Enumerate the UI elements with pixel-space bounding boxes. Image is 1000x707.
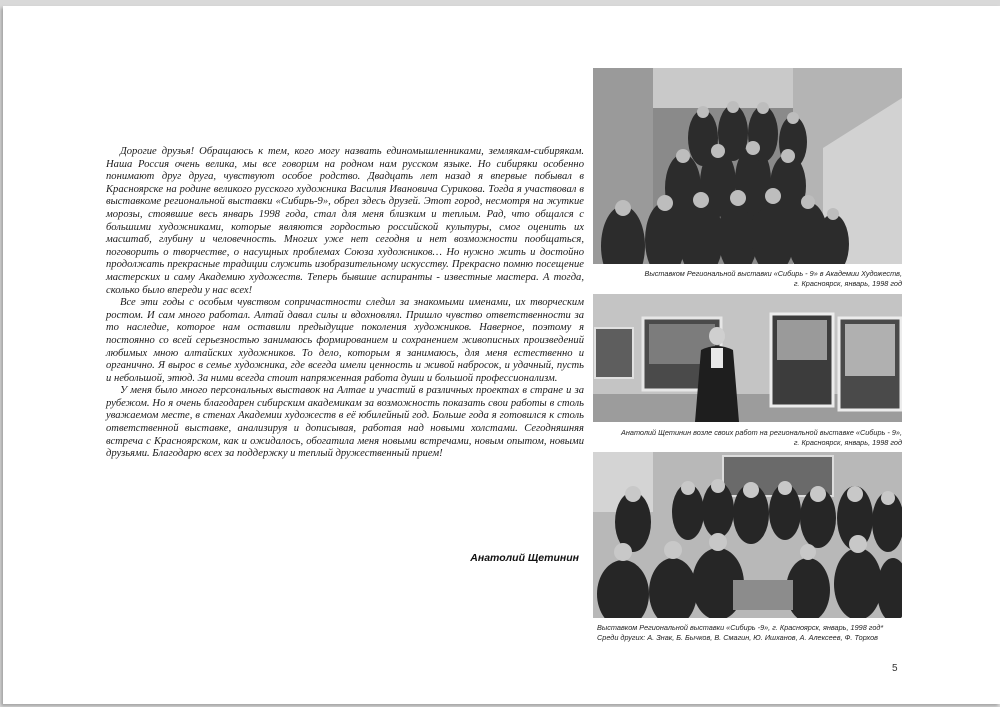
author-signature: Анатолий Щетинин — [470, 552, 579, 564]
page-number: 5 — [892, 663, 898, 674]
caption-line: Выставком Региональной выставки «Сибирь - 9» в Академии Художеств, — [644, 269, 902, 278]
letter-paragraph: Дорогие друзья! Обращаюсь к тем, кого могу назвать единомышленниками, землякам-сибирякам. Наша Россия очень велика, мы все говорим на родном нам русском языке. Но сибиряки особенно понимают друг друга, чувствуют особое родство. Двадцать лет назад я впервые побывал в Красноярске на родине великого русского художника Василия Ивановича Сурикова. Тогда я участвовал в выставкоме региональной выставки «Сибирь-9», обрел здесь друзей. Этот город, несмотря на жуткие морозы, стоявшие весь январь 1998 года, стал для меня близким и теплым. Рад, что общался с большими художниками, которые являются гордостью российской культуры, смог оценить их масштаб, глубину и человечность. Многих уже нет сегодня и нет возможности пообщаться, поговорить о творчестве, о насущных проблемах Союза художников… Но нужно жить и достойно продолжать прекрасные традиции служить изобразительному искусству. Прекрасно помню посещение мастерских и саму Академию художеств. Теперь бывшие аспиранты - известные мастера. А тогда, сколько было впереди у нас всех! — [106, 146, 584, 296]
caption-line: г. Красноярск, январь, 1998 год — [793, 278, 902, 288]
photo-group-staircase-image — [593, 68, 902, 264]
photo-caption — [593, 428, 902, 447]
photo-group-seated — [593, 452, 902, 618]
photo-artist-image — [593, 294, 902, 422]
photo-artist-with-paintings — [593, 294, 902, 422]
caption-line: Выставком Региональной выставки «Сибирь -9», г. Красноярск, январь, 1998 год* — [597, 623, 884, 632]
book-page — [3, 6, 1000, 704]
photo-caption — [593, 269, 902, 288]
photo-caption — [593, 623, 902, 642]
photo-group-seated-image — [593, 452, 902, 618]
letter-paragraph: У меня было много персональных выставок на Алтае и участий в различных проектах в стране и за рубежом. Но я очень благодарен сибирским академикам за возможность показать свои работы в столь уважаемом месте, в стенах Академии художеств в её юбилейный год. Больше года я готовился к столь ответственной выставке, анализируя и дописывая, работая над новыми холстами. Сегодняшняя встреча с Красноярском, как и ожидалось, обогатила меня новыми встречами, новым опытом, новыми друзьями. Благодарю всех за поддержку и теплый дружественный прием! — [106, 385, 584, 460]
caption-line: Анатолий Щетинин возле своих работ на региональной выставке «Сибирь - 9», — [621, 428, 902, 437]
caption-line: г. Красноярск, январь, 1998 год — [793, 437, 902, 447]
photo-group-staircase — [593, 68, 902, 264]
letter-paragraph: Все эти годы с особым чувством сопричастности следил за знакомыми именами, их творческим ростом. И сам много работал. Алтай давал силы и вдохновлял. Пришло чувство ответственности за то наследие, которое нам оставили предыдущие поколения художников. Наверное, поэтому я постоянно со всей серьезностью занимаюсь формированием и сохранением живописных произведений любимых мною алтайских художников. То дело, которым я занимаюсь, для меня естественно и органично. Я вырос в семье художника, где всегда имели ценность и живой набросок, и удачный, пусть и небольшой, этюд. За ними всегда стоит напряженная работа души и большой профессионализм. — [106, 297, 584, 384]
caption-line: Среди других: А. Знак, Б. Бычков, В. Смагин, Ю. Ишханов, А. Алексеев, Ф. Торхов — [597, 632, 878, 642]
letter-text — [106, 146, 584, 461]
